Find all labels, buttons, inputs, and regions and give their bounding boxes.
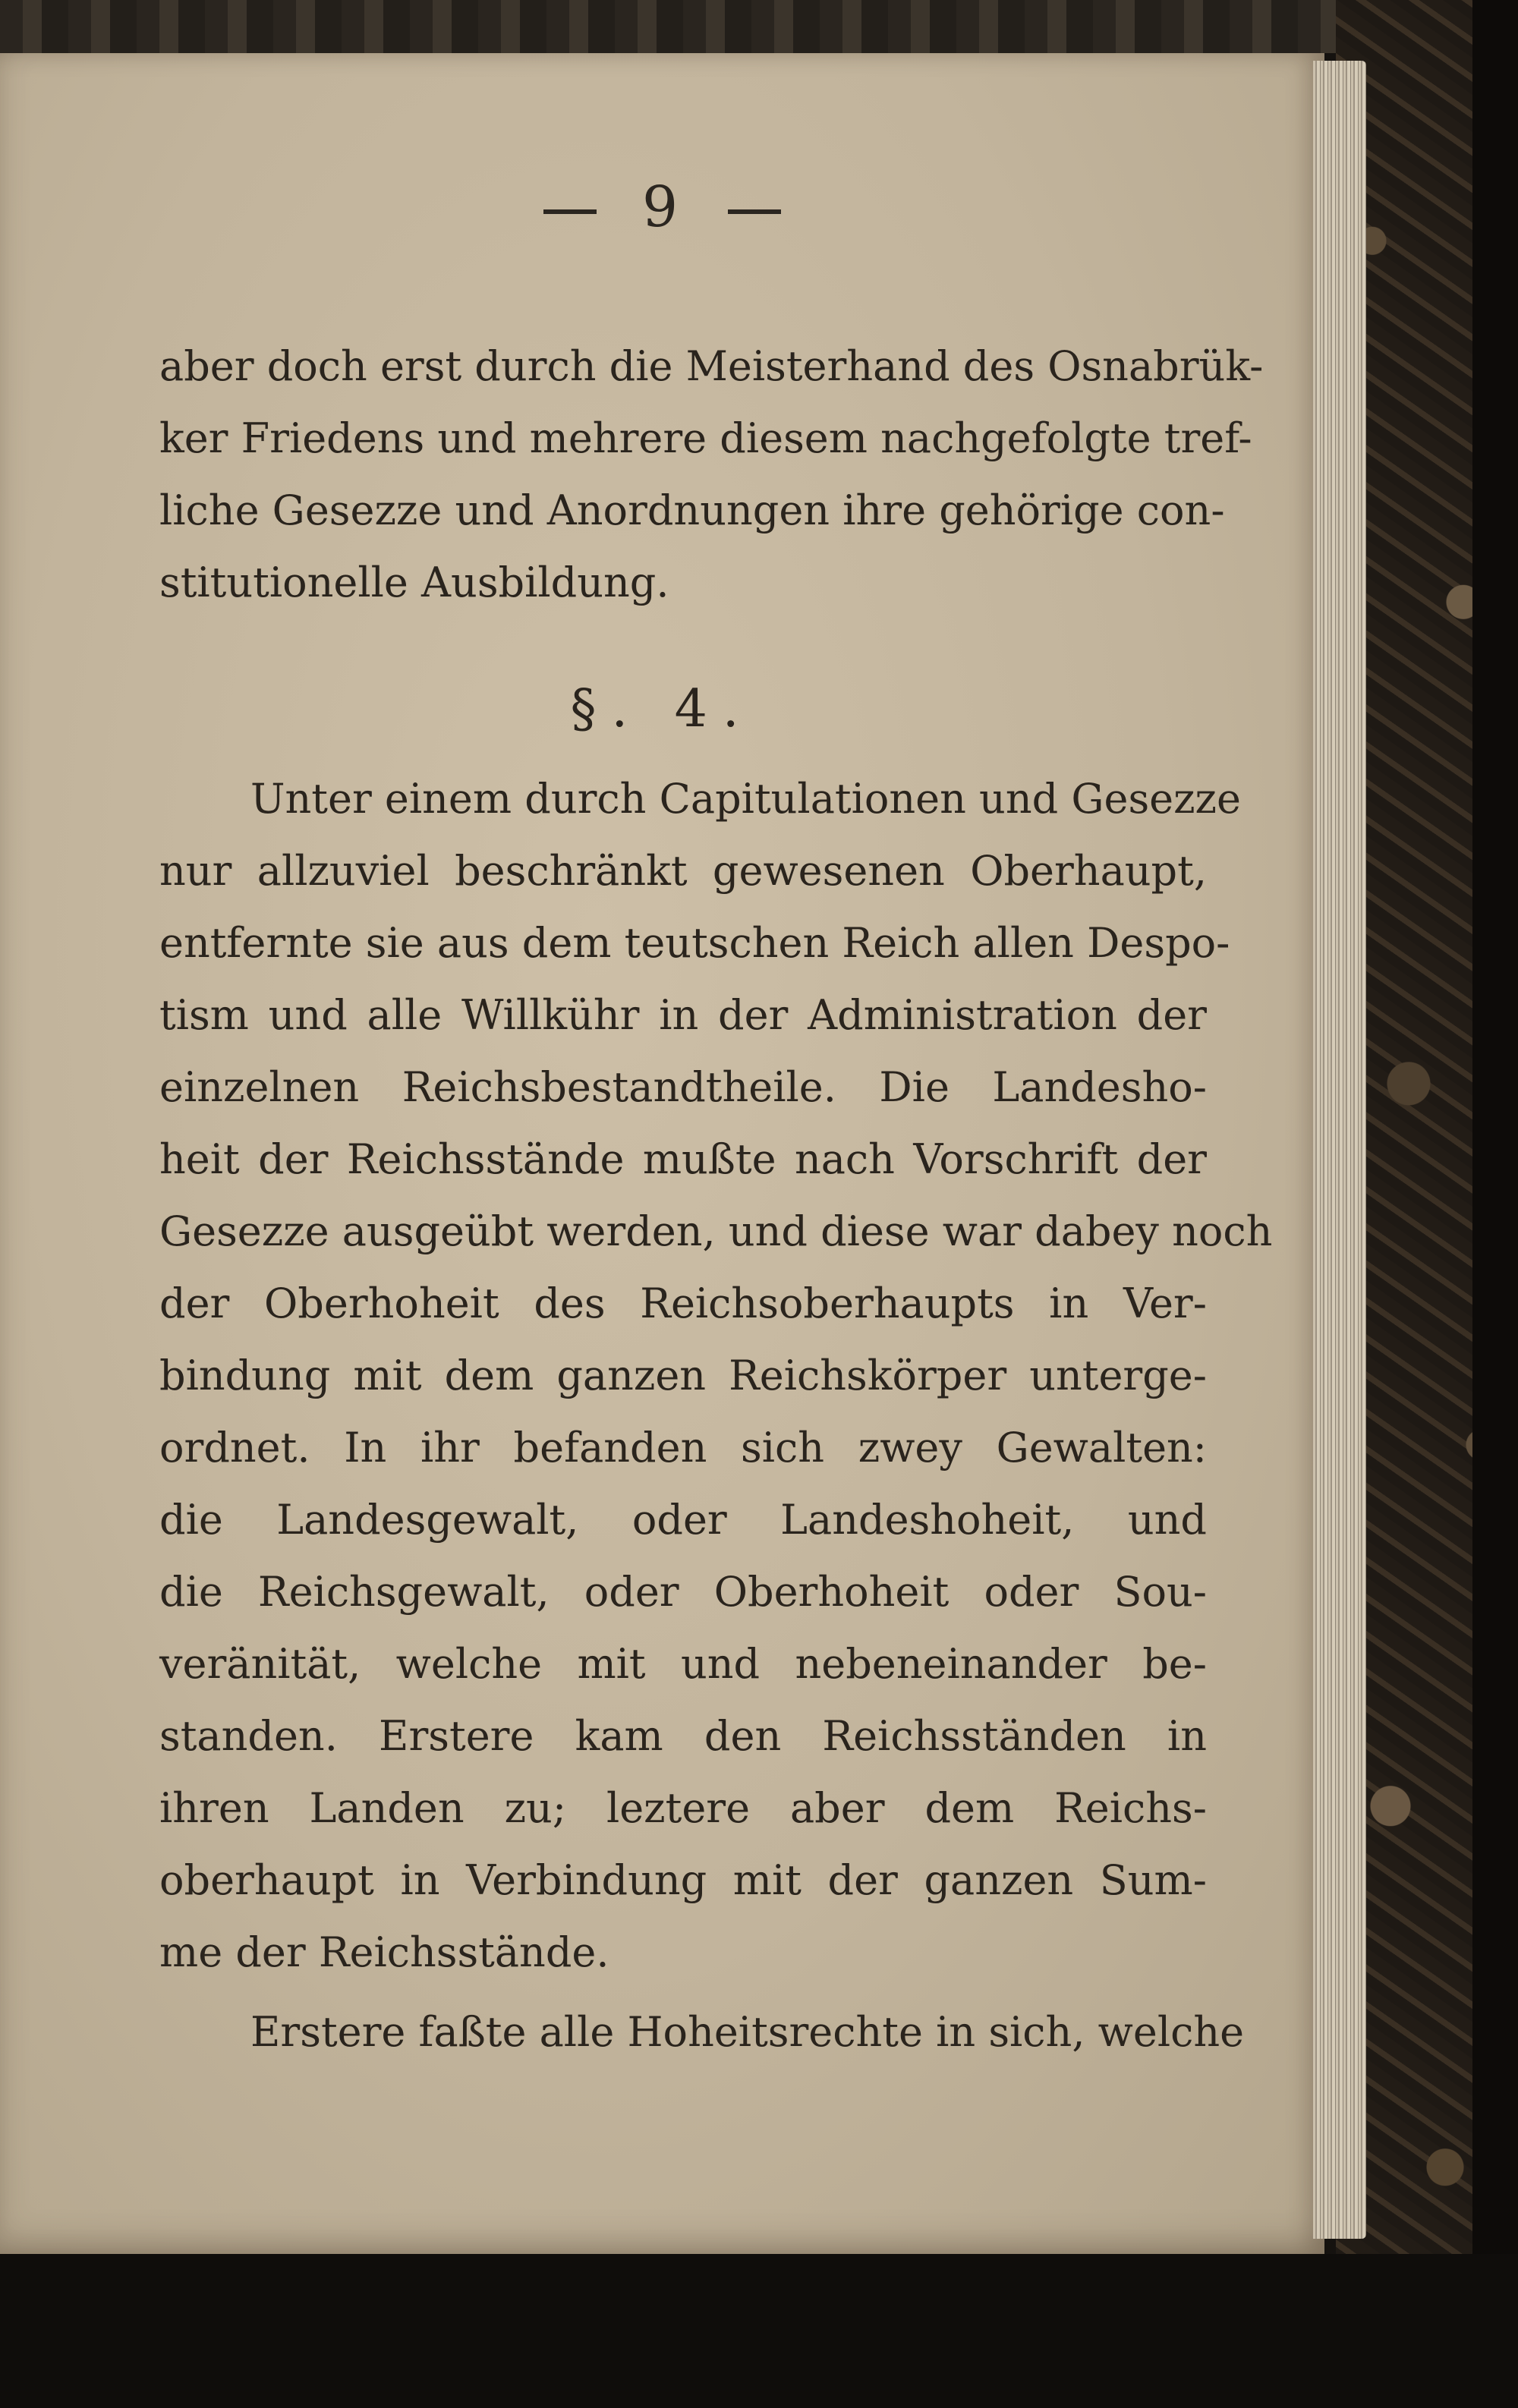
text-line: aber doch erst durch die Meisterhand des Osnabrük- [159, 342, 1264, 390]
text-line: standen. Erstere kam den Reichsständen in [159, 1712, 1207, 1760]
page-number-text: 9 [641, 175, 683, 240]
cover-edge [1472, 0, 1518, 2408]
text-line: der Oberhoheit des Reichsoberhaupts in Ver- [159, 1280, 1207, 1327]
page-edges [1313, 61, 1366, 2239]
dash-left [543, 209, 597, 214]
text-line: stitutionelle Ausbildung. [159, 559, 669, 606]
text-line: ker Friedens und mehrere diesem nachgefolgte tref- [159, 414, 1252, 462]
text-line: nur allzuviel beschränkt gewesenen Oberhaupt, [159, 847, 1207, 895]
text-line: me der Reichsstände. [159, 1928, 609, 1976]
text-line: oberhaupt in Verbindung mit der ganzen Sum- [159, 1856, 1207, 1904]
book-cover-top [0, 0, 1518, 53]
text-line: tism und alle Willkühr in der Administration der [159, 991, 1207, 1039]
background-bottom [0, 2254, 1518, 2408]
text-line: ihren Landen zu; leztere aber dem Reichs- [159, 1784, 1207, 1832]
text-line: entfernte sie aus dem teutschen Reich allen Despo- [159, 919, 1230, 967]
section-heading: §. 4. [570, 679, 754, 739]
text-line: die Reichsgewalt, oder Oberhoheit oder Sou- [159, 1568, 1207, 1616]
text-line: bindung mit dem ganzen Reichskörper unterge- [159, 1352, 1207, 1399]
text-line: liche Gesezze und Anordnungen ihre gehörige con- [159, 486, 1225, 534]
paragraph-2 [159, 763, 1273, 1988]
paragraph-1 [159, 330, 1264, 619]
text-line: Erstere faßte alle Hoheitsrechte in sich, welche [250, 2008, 1245, 2056]
text-line: Gesezze ausgeübt werden, und diese war dabey noch [159, 1207, 1273, 1255]
dash-right [728, 209, 781, 214]
text-line: ordnet. In ihr befanden sich zwey Gewalten: [159, 1424, 1207, 1472]
paragraph-3 [159, 1996, 1245, 2068]
text-line: einzelnen Reichsbestandtheile. Die Landesho- [159, 1063, 1207, 1111]
page-number [0, 175, 1324, 240]
text-line: heit der Reichsstände mußte nach Vorschrift der [159, 1135, 1207, 1183]
text-line: Unter einem durch Capitulationen und Gesezze [250, 775, 1241, 823]
text-line: veränität, welche mit und nebeneinander be- [159, 1640, 1207, 1688]
text-line: die Landesgewalt, oder Landeshoheit, und [159, 1496, 1207, 1544]
